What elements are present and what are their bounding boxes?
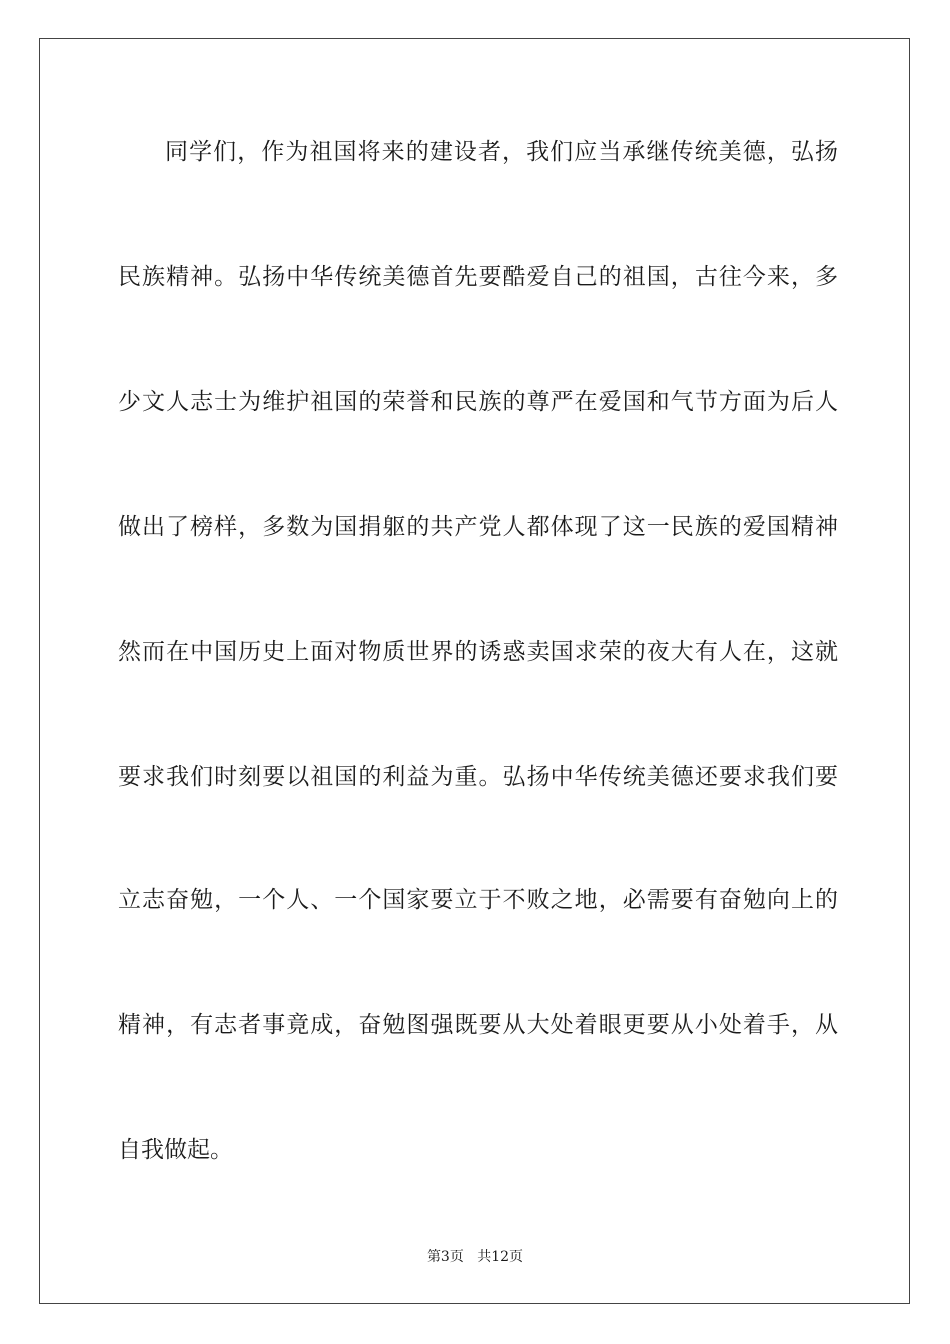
page-footer [0,1246,950,1266]
paragraph-line-4: 做出了榜样，多数为国捐躯的共产党人都体现了这一民族的爱国精神 [118,514,838,540]
paragraph-line-8: 精神，有志者事竟成，奋勉图强既要从大处着眼更要从小处着手，从 [118,1012,838,1038]
paragraph-line-3: 少文人志士为维护祖国的荣誉和民族的尊严在爱国和气节方面为后人 [118,389,838,415]
paragraph-line-5: 然而在中国历史上面对物质世界的诱惑卖国求荣的夜大有人在，这就 [118,639,838,665]
page-total: 共12页 [477,1249,524,1265]
page-number: 第3页 [426,1249,464,1265]
paragraph-line-9: 自我做起。 [118,1137,233,1163]
paragraph-line-6: 要求我们时刻要以祖国的利益为重。弘扬中华传统美德还要求我们要 [118,764,838,790]
paragraph-line-1: 同学们，作为祖国将来的建设者，我们应当承继传统美德，弘扬 [165,139,838,165]
paragraph-line-7: 立志奋勉，一个人、一个国家要立于不败之地，必需要有奋勉向上的 [118,887,838,913]
paragraph-line-2: 民族精神。弘扬中华传统美德首先要酷爱自己的祖国，古往今来，多 [118,264,838,290]
